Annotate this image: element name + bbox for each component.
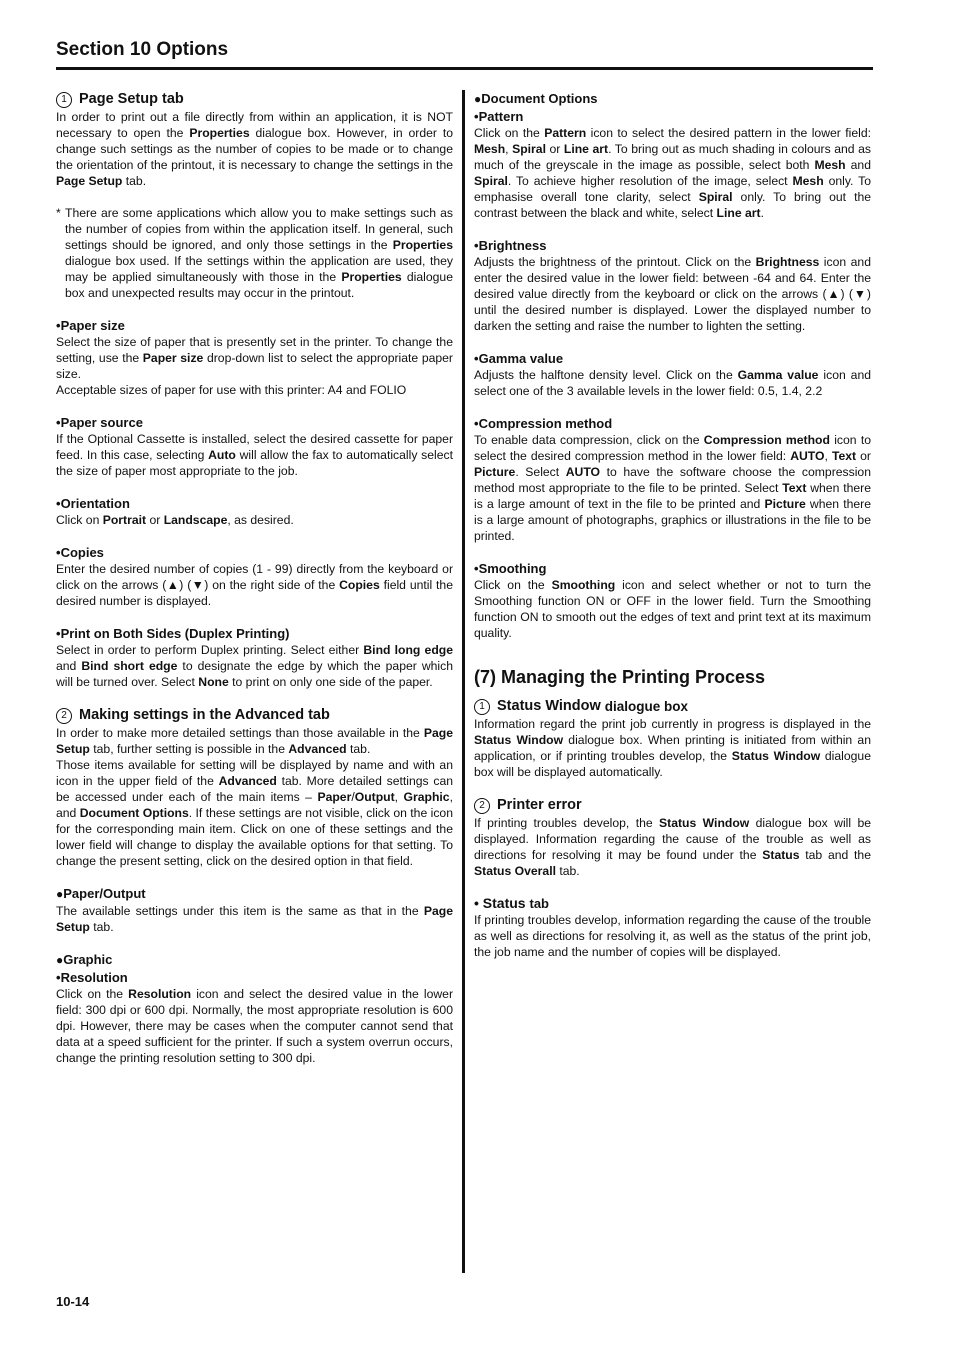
paragraph: Click on the Pattern icon to select the desired pattern in the lower field: Mesh, Spiral or Line art. To bring out as much shading in colours and as much of the greyscale in the image as possible, select both Mesh and Spiral. To achieve higher resolution of the image, select Mesh only. To emphasise overall tone clarity, select Spiral only. To bring out the contrast between the black and white, select Line art. <box>474 126 872 220</box>
compression-heading: • Compression method <box>474 415 871 432</box>
heading-text: Printer error <box>497 797 582 813</box>
paragraph: To enable data compression, click on the Compression method icon to select the desired compression method in the lower field: AUTO, Text or Picture. Select AUTO to have the software choose the compression method most appropriate to the file to be printed. Select Text when there is a large amount of text in the file to be printed and Picture when there is a large amount of photographs, graphics or illustrations in the file to be printed. <box>474 433 872 543</box>
asterisk-note <box>56 205 453 301</box>
paper-output-heading: ● Paper/Output <box>56 885 453 903</box>
heading-suffix: dialogue box <box>604 699 689 714</box>
right-column <box>474 90 871 960</box>
page-number: 10-14 <box>56 1294 90 1309</box>
paragraph: Adjusts the brightness of the printout. Click on the Brightness icon and enter the desired value in the lower field: between -64 and 64. Enter the desired value directly from the keyboard or click on the arrows (▲) (▼) until the desired number is displayed. Lower the displayed number to darken the setting and raise the number to lighten the setting. <box>474 255 871 333</box>
brightness-heading: • Brightness <box>474 237 871 254</box>
status-window-section <box>474 697 871 780</box>
paragraph: Click on the Smoothing icon and select whether or not to turn the Smoothing function ON or OFF in the lower field. Turn the Smoothing function ON to smooth out the edges of text and print text at its maximum quality. <box>474 578 872 640</box>
note-text: There are some applications which allow you to make settings such as the number of copies from within the application itself. In general, such settings should be ignored, and only those settings in the Properties dialogue box used. If the settings within the application are used, they may be applied simultaneously with those in the Properties dialogue box and unexpected results may occur in the printout. <box>65 206 453 300</box>
paragraph: Those items available for setting will be displayed by name and with an icon in the upper field of the Advanced tab. More detailed settings can be accessed under each of the main items – Paper/Output, Graphic, and Document Options. If these settings are not visible, click on the icon for the corresponding main item. Click on one of these settings and the lower field will change to display the available options for that setting. To change the present setting, click on the desired option in that field. <box>56 758 453 868</box>
duplex-section <box>56 625 453 690</box>
page-setup-heading <box>56 90 453 109</box>
paragraph: In order to print out a file directly from within an application, it is NOT necessary to open the Properties dialogue box. However, in order to change such settings as the number of copies to be made or to change the orientation of the printout, it is necessary to change the settings in the Page Setup tab. <box>56 110 453 188</box>
document-options-section <box>474 90 871 221</box>
heading-suffix: tab <box>529 896 549 911</box>
brightness-section <box>474 237 871 334</box>
paper-output-section <box>56 885 453 935</box>
header-rule <box>56 67 873 70</box>
paragraph: Acceptable sizes of paper for use with this printer: A4 and FOLIO <box>56 383 407 397</box>
paragraph: Select in order to perform Duplex printing. Select either Bind long edge and Bind short edge to designate the edge by which the paper which will be turned over. Select None to print on only one side of the paper. <box>56 643 454 689</box>
paper-size-section <box>56 317 453 398</box>
gamma-section <box>474 350 871 399</box>
asterisk: * <box>56 206 61 220</box>
page-header <box>56 38 873 62</box>
status-window-heading <box>474 697 871 716</box>
status-tab-heading <box>474 895 871 912</box>
paragraph: The available settings under this item is the same as that in the Page Setup tab. <box>56 904 453 934</box>
paragraph: If printing troubles develop, the Status Window dialogue box will be displayed. Information regarding the cause of the trouble as well as directions for resolving it may be found under the Status tab and the Status Overall tab. <box>474 816 871 878</box>
paper-source-section <box>56 414 453 479</box>
resolution-heading: • Resolution <box>56 969 453 986</box>
paragraph: Click on the Resolution icon and select the desired value in the lower field: 300 dpi or 600 dpi. Normally, the most appropriate resolution is 600 dpi. However, there may be cases when the computer cannot send that data at a speed sufficient for the printer. If such a system overrun occurs, change the printing resolution setting to 300 dpi. <box>56 987 454 1065</box>
paragraph: In order to make more detailed settings than those available in the Page Setup tab, further setting is possible in the Advanced tab. <box>56 726 453 756</box>
circled-number: 2 <box>56 708 72 724</box>
heading-text: Status <box>482 895 526 911</box>
printer-error-heading <box>474 796 871 815</box>
section-title: Section 10 Options <box>56 39 229 60</box>
gamma-heading: • Gamma value <box>474 350 871 367</box>
graphic-section <box>56 951 453 1066</box>
orientation-section <box>56 495 453 528</box>
advanced-tab-heading <box>56 706 453 725</box>
paragraph: Click on Portrait or Landscape, as desired. <box>56 513 294 527</box>
pattern-heading: • Pattern <box>474 108 871 125</box>
status-tab-section <box>474 895 871 960</box>
paragraph: Adjusts the halftone density level. Click on the Gamma value icon and select one of the 3 available levels in the lower field: 0.5, 1.4, 2.2 <box>474 368 872 398</box>
graphic-heading: ● Graphic <box>56 951 453 969</box>
paragraph: Information regard the print job currently in progress is displayed in the Status Window dialogue box. When printing is initiated from within an application, or if printing troubles develop, the Status Window dialogue box will be displayed automatically. <box>474 717 871 779</box>
paper-size-heading: • Paper size <box>56 317 453 334</box>
column-divider <box>462 90 465 1273</box>
smoothing-heading: • Smoothing <box>474 560 871 577</box>
heading-text: Page Setup tab <box>79 91 184 107</box>
compression-section <box>474 415 871 544</box>
document-options-heading: ● Document Options <box>474 90 871 108</box>
circled-number: 1 <box>56 92 72 108</box>
page-setup-section <box>56 90 453 301</box>
managing-printing-title: (7) Managing the Printing Process <box>474 667 766 687</box>
circled-number: 2 <box>474 798 490 814</box>
left-column <box>56 90 453 1066</box>
copies-heading: • Copies <box>56 544 453 561</box>
paragraph: If printing troubles develop, information regarding the cause of the trouble as well as directions for resolving it, as well as the status of the print job, the job name and the number of copies will be displayed. <box>474 913 871 959</box>
printer-error-section <box>474 796 871 879</box>
paragraph: Enter the desired number of copies (1 - 99) directly from the keyboard or click on the arrows (▲) (▼) on the right side of the Copies field until the desired number is displayed. <box>56 562 453 608</box>
circled-number: 1 <box>474 699 490 715</box>
smoothing-section <box>474 560 871 641</box>
duplex-heading: • Print on Both Sides (Duplex Printing) <box>56 625 453 642</box>
paragraph: If the Optional Cassette is installed, select the desired cassette for paper feed. In this case, selecting Auto will allow the fax to automatically select the size of paper most appropriate to the job. <box>56 432 453 478</box>
paper-source-heading: • Paper source <box>56 414 453 431</box>
advanced-tab-section <box>56 706 453 869</box>
heading-text: Making settings in the Advanced tab <box>79 707 330 723</box>
copies-section <box>56 544 453 609</box>
heading-text: Status Window <box>497 698 601 714</box>
paragraph: Select the size of paper that is presently set in the printer. To change the setting, use the Paper size drop-down list to select the appropriate paper size. <box>56 335 453 381</box>
orientation-heading: • Orientation <box>56 495 453 512</box>
